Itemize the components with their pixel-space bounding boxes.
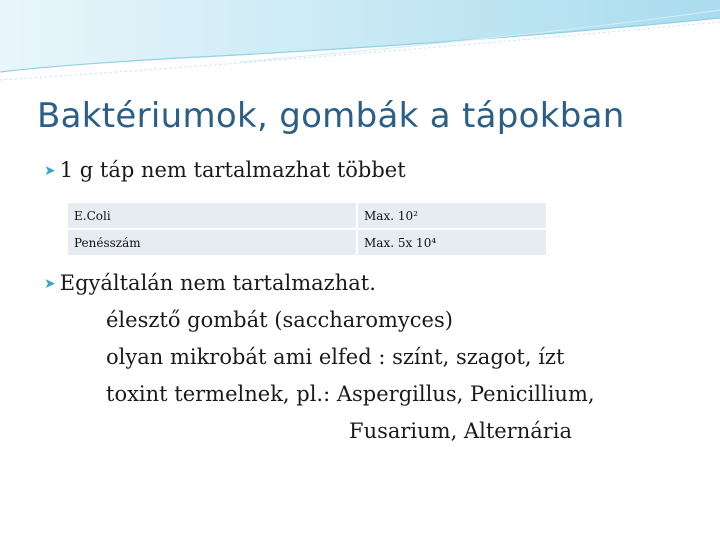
header-wave-decoration <box>0 0 720 90</box>
sub-line: toxint termelnek, pl.: Aspergillus, Penicillium, <box>106 382 595 406</box>
slide-title: Baktériumok, gombák a tápokban <box>37 96 625 136</box>
bullet-item-limit <box>44 158 406 182</box>
sub-line: élesztő gombát (saccharomyces) <box>106 308 453 332</box>
table-cell-limit: Max. 5x 10⁴ <box>356 230 546 255</box>
table-cell-limit: Max. 10² <box>356 203 546 228</box>
sub-line: olyan mikrobát ami elfed : színt, szagot, ízt <box>106 345 565 369</box>
table-cell-organism: E.Coli <box>68 203 356 228</box>
bullet-text: Egyáltalán nem tartalmazhat. <box>59 271 376 295</box>
table-cell-organism: Penésszám <box>68 230 356 255</box>
arrow-bullet-icon: ➤ <box>44 163 56 179</box>
bullet-text: 1 g táp nem tartalmazhat többet <box>59 158 406 182</box>
table-row <box>68 230 546 255</box>
limits-table <box>68 201 546 257</box>
bullet-item-prohibited <box>44 271 376 295</box>
arrow-bullet-icon: ➤ <box>44 276 56 292</box>
sub-line: Fusarium, Alternária <box>349 419 573 443</box>
table-row <box>68 203 546 228</box>
